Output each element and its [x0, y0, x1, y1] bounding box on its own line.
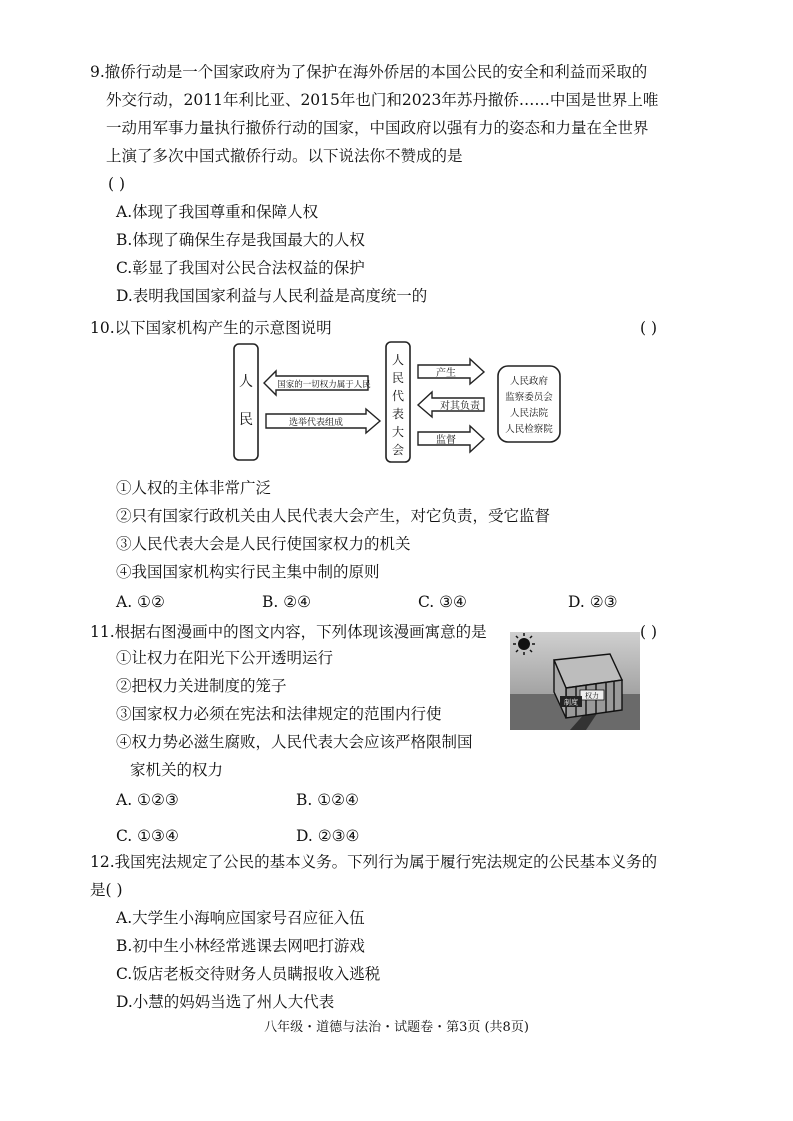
npc-char: 人 [391, 353, 405, 367]
q9-answer-paren: ( ) [108, 175, 126, 193]
people-char-2: 民 [239, 412, 253, 428]
q11-choice-d: D. ②③④ [296, 827, 360, 845]
organ-government: 人民政府 [509, 376, 549, 387]
q10-choice-c: C. ③④ [418, 593, 467, 611]
power-cage-cartoon [510, 632, 640, 730]
q11-item-3: ③国家权力必须在宪法和法律规定的范围内行使 [116, 705, 442, 723]
q10-choice-a: A. ①② [116, 593, 165, 611]
organ-court: 人民法院 [509, 408, 549, 419]
system-label: 制度 [564, 698, 578, 707]
q10-answer-paren: ( ) [640, 319, 658, 337]
q9-stem-line-2: 外交行动，2011年利比亚、2015年也门和2023年苏丹撤侨……中国是世界上唯 [106, 91, 659, 109]
q10-item-4: ④我国国家机构实行民主集中制的原则 [116, 563, 380, 581]
organ-supervision: 监察委员会 [505, 392, 553, 403]
power-label: 权力 [585, 692, 599, 700]
q11-answer-paren: ( ) [640, 623, 658, 641]
cage-icon [554, 654, 622, 718]
q10-choice-b: B. ②④ [262, 593, 312, 611]
q12-option-d: D.小慧的妈妈当选了州人大代表 [116, 993, 335, 1011]
q9-option-c: C.彰显了我国对公民合法权益的保护 [116, 259, 365, 277]
q12-stem-line-2: 是( ) [90, 881, 123, 899]
page-footer: 八年级・道德与法治・试题卷・第3页 (共8页) [264, 1020, 529, 1035]
npc-char: 表 [391, 407, 405, 421]
q11-choice-a: A. ①②③ [116, 791, 179, 809]
arrow-produce-label: 产生 [436, 368, 456, 379]
q11-item-4: ④权力势必滋生腐败，人民代表大会应该严格限制国 [116, 733, 473, 751]
arrow-responsible-label: 对其负责 [440, 401, 480, 412]
q9-option-d: D.表明我国国家利益与人民利益是高度统一的 [116, 287, 428, 305]
q11-item-2: ②把权力关进制度的笼子 [116, 677, 287, 695]
npc-char: 大 [391, 425, 405, 439]
q11-item-4-cont: 家机关的权力 [130, 761, 224, 779]
arrow-supervise-label: 监督 [436, 435, 456, 446]
q11-item-1: ①让权力在阳光下公开透明运行 [116, 649, 334, 667]
q10-item-3: ③人民代表大会是人民行使国家权力的机关 [116, 535, 411, 553]
q12-option-c: C.饭店老板交待财务人员瞒报收入逃税 [116, 965, 381, 983]
q10-stem: 10.以下国家机构产生的示意图说明 [90, 319, 332, 337]
q10-choice-d: D. ②③ [568, 593, 618, 611]
q12-stem-line-1: 12.我国宪法规定了公民的基本义务。下列行为属于履行宪法规定的公民基本义务的 [90, 853, 658, 871]
q11-choice-b: B. ①②④ [296, 791, 359, 809]
arrow-power-label: 国家的一切权力属于人民 [277, 380, 371, 390]
q9-option-a: A.体现了我国尊重和保障人权 [116, 203, 319, 221]
q9-stem-line-4: 上演了多次中国式撤侨行动。以下说法你不赞成的是 [106, 147, 463, 165]
q11-stem: 11.根据右图漫画中的图文内容，下列体现该漫画寓意的是 [90, 623, 487, 641]
q12-option-a: A.大学生小海响应国家号召应征入伍 [116, 909, 365, 927]
q9-option-b: B.体现了确保生存是我国最大的人权 [116, 231, 365, 249]
q12-option-b: B.初中生小林经常逃课去网吧打游戏 [116, 937, 365, 955]
npc-char: 会 [391, 443, 405, 457]
q9-stem-line-1: 9.撤侨行动是一个国家政府为了保护在海外侨居的本国公民的安全和利益而采取的 [90, 63, 648, 81]
organ-procuratorate: 人民检察院 [505, 424, 553, 435]
q10-item-1: ①人权的主体非常广泛 [116, 479, 272, 497]
q9-stem-line-3: 一动用军事力量执行撤侨行动的国家，中国政府以强有力的姿态和力量在全世界 [106, 119, 649, 137]
npc-char: 民 [391, 371, 405, 385]
npc-char: 代 [391, 389, 405, 403]
arrow-elect-label: 选举代表组成 [288, 418, 344, 428]
people-box [234, 344, 258, 460]
people-char-1: 人 [239, 374, 253, 390]
q11-choice-c: C. ①③④ [116, 827, 179, 845]
q10-item-2: ②只有国家行政机关由人民代表大会产生，对它负责，受它监督 [116, 507, 551, 525]
state-organs-diagram [228, 338, 568, 466]
